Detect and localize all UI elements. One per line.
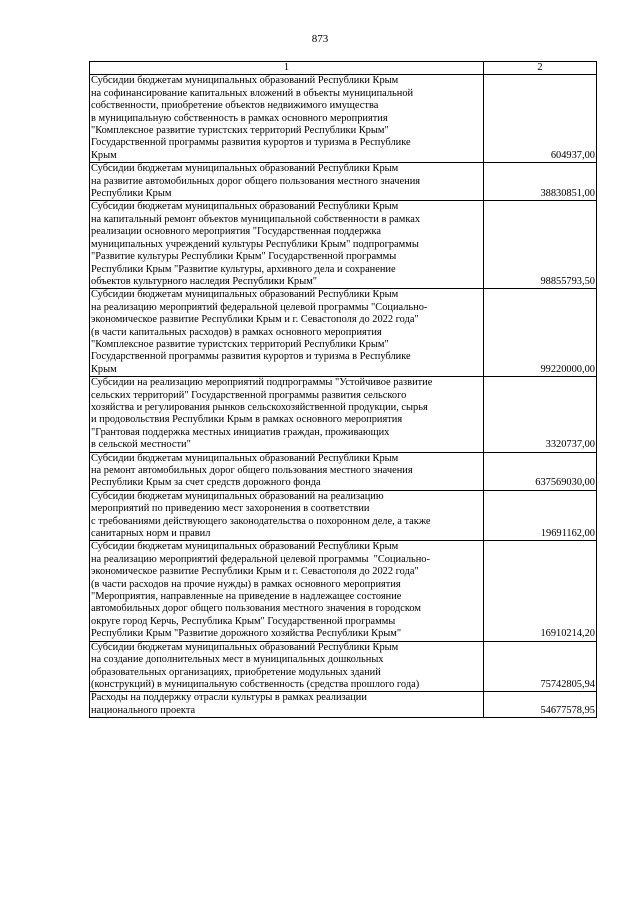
row-amount: 38830851,00 <box>484 163 597 201</box>
column-header-2: 2 <box>484 62 597 75</box>
budget-table <box>89 61 597 718</box>
row-description: Субсидии бюджетам муниципальных образований Республики Крым на ремонт автомобильных дорог общего пользования местного значения Республики Крым за счет средств дорожного фонда <box>90 452 484 490</box>
table-row <box>90 377 597 452</box>
row-description: Субсидии бюджетам муниципальных образований Республики Крым на капитальный ремонт объектов муниципальной собственности в рамках реализации основного мероприятия "Государственная поддержка муниципальных учреждений культуры Республики Крым" подпрограммы "Развитие культуры Республики Крым" Государственной программы Республики Крым "Развитие культуры, архивного дела и сохранение объектов культурного наследия Республики Крым" <box>90 201 484 289</box>
row-description: Субсидии бюджетам муниципальных образований Республики Крым на реализацию мероприятий федеральной целевой программы "Социально- экономическое развитие Республики Крым и г. Севастополя до 2022 года" (в части капитальных расходов) в рамках основного мероприятия "Комплексное развитие туристских территорий Республики Крым" Государственной программы развития курортов и туризма в Республике Крым <box>90 289 484 377</box>
row-amount: 3320737,00 <box>484 377 597 452</box>
table-row <box>90 75 597 163</box>
table-row <box>90 641 597 692</box>
table-row <box>90 541 597 641</box>
row-amount: 637569030,00 <box>484 452 597 490</box>
row-amount: 98855793,50 <box>484 201 597 289</box>
row-description: Субсидии на реализацию мероприятий подпрограммы "Устойчивое развитие сельских территорий" Государственной программы развития сельского хозяйства и регулирования рынков сельскохозяйственной продукции, сырья и продовольствия Республики Крым в рамках основного мероприятия "Грантовая поддержка местных инициатив граждан, проживающих в сельской местности" <box>90 377 484 452</box>
table-row <box>90 452 597 490</box>
row-amount: 19691162,00 <box>484 490 597 541</box>
row-description: Субсидии бюджетам муниципальных образований на реализацию мероприятий по приведению мест захоронения в соответствии с требованиями действующего законодательства о похоронном деле, а также санитарных норм и правил <box>90 490 484 541</box>
row-amount: 99220000,00 <box>484 289 597 377</box>
row-description: Расходы на поддержку отрасли культуры в рамках реализации национального проекта <box>90 692 484 718</box>
row-amount: 54677578,95 <box>484 692 597 718</box>
row-description: Субсидии бюджетам муниципальных образований Республики Крым на развитие автомобильных дорог общего пользования местного значения Республики Крым <box>90 163 484 201</box>
table-row <box>90 163 597 201</box>
row-description: Субсидии бюджетам муниципальных образований Республики Крым на создание дополнительных мест в муниципальных дошкольных образовательных организациях, приобретение модульных зданий (конструкций) в муниципальную собственность (средства прошлого года) <box>90 641 484 692</box>
page-number: 873 <box>311 33 329 45</box>
row-amount: 75742805,94 <box>484 641 597 692</box>
table-row <box>90 201 597 289</box>
row-description: Субсидии бюджетам муниципальных образований Республики Крым на софинансирование капитальных вложений в объекты муниципальной собственности, приобретение объектов недвижимого имущества в муниципальную собственность в рамках основного мероприятия "Комплексное развитие туристских территорий Республики Крым" Государственной программы развития курортов и туризма в Республике Крым <box>90 75 484 163</box>
row-description: Субсидии бюджетам муниципальных образований Республики Крым на реализацию мероприятий федеральной целевой программы "Социально- экономическое развитие Республики Крым и г. Севастополя до 2022 года" (в части расходов на прочие нужды) в рамках основного мероприятия "Мероприятия, направленные на приведение в надлежащее состояние автомобильных дорог общего пользования местного значения в городском округе город Керчь, Республика Крым" Государственной программы Республики Крым "Развитие дорожного хозяйства Республики Крым" <box>90 541 484 641</box>
row-amount: 16910214,20 <box>484 541 597 641</box>
table-row <box>90 289 597 377</box>
row-amount: 604937,00 <box>484 75 597 163</box>
table-header-row <box>90 62 597 75</box>
table-row <box>90 692 597 718</box>
table-row <box>90 490 597 541</box>
column-header-1: 1 <box>90 62 484 75</box>
